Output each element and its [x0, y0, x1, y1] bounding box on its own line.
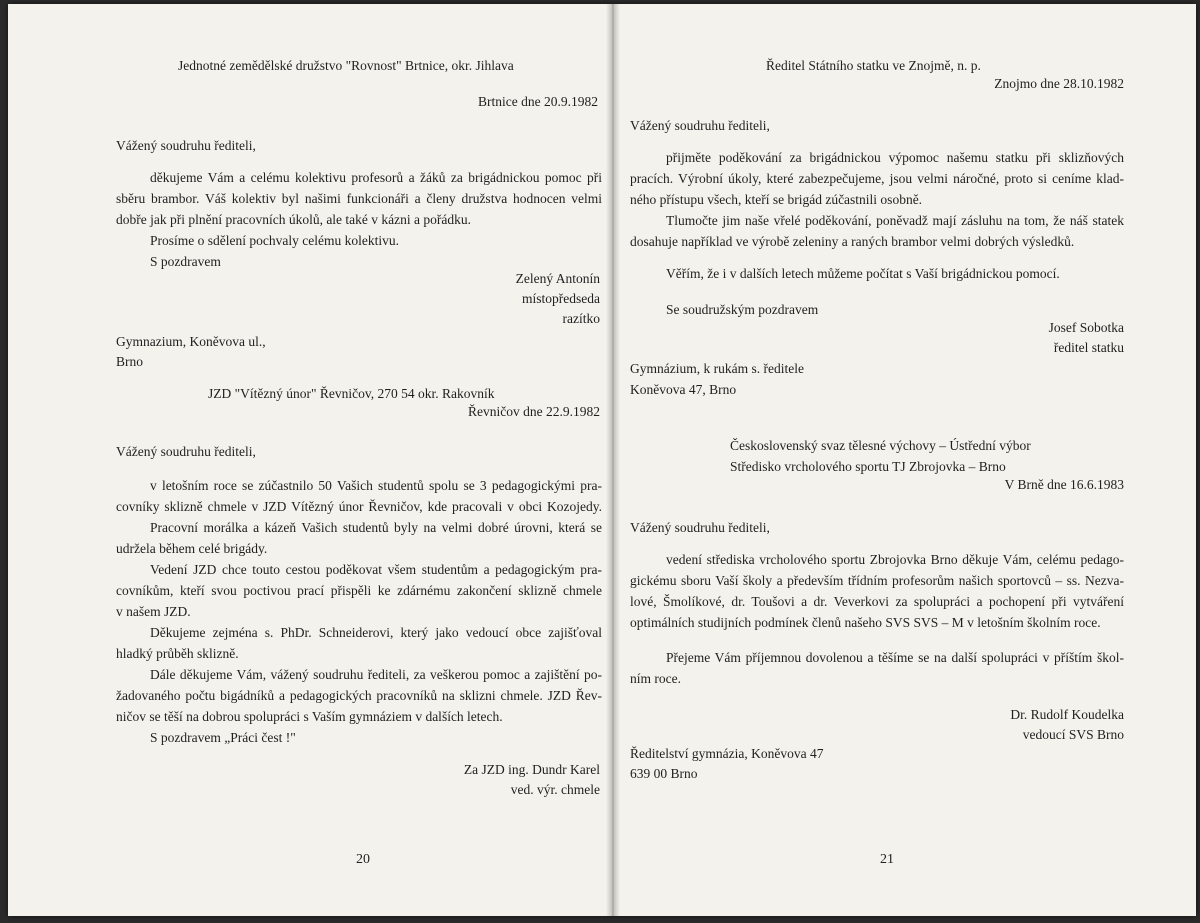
- letter2-line-11: žadovaného počtu bigádníků a pedagogických pracovníků na sklizni chmele. JZD Řev-: [116, 688, 602, 703]
- letter4-line-3: lové, Šmolíkové, dr. Toušovi a dr. Veverkovi za spolupráci a pochopení při vytváření: [630, 594, 1124, 609]
- letter1-header: Jednotné zemědělské družstvo "Rovnost" Brtnice, okr. Jihlava: [178, 58, 514, 73]
- letter3-signature-name: Josef Sobotka: [1048, 320, 1124, 335]
- page-number-right: 21: [880, 852, 894, 867]
- letter2-line-9: hladký průběh sklizně.: [116, 646, 239, 661]
- letter2-line-1: v letošním roce se zúčastnilo 50 Vašich studentů spolu se 3 pedagogickými pra-: [150, 478, 602, 493]
- letter3-line-4: Tlumočte jim naše vřelé poděkování, poněvadž mají zásluhu na tom, že náš statek: [666, 213, 1124, 228]
- letter1-signature-name: Zelený Antonín: [515, 271, 600, 286]
- letter4-line-2: gickému sboru Vaší školy a především třídním profesorům našich sportovců – ss. Nezva-: [630, 573, 1124, 588]
- letter1-addressee-1: Gymnazium, Koněvova ul.,: [116, 334, 266, 349]
- letter1-addressee-2: Brno: [116, 354, 143, 369]
- letter3-line-6: Věřím, že i v dalších letech můžeme počítat s Vaší brigádnickou pomocí.: [666, 266, 1060, 281]
- letter2-line-13: S pozdravem „Práci čest !": [150, 730, 296, 745]
- letter1-salutation: Vážený soudruhu řediteli,: [116, 138, 256, 153]
- letter3-addressee-1: Gymnázium, k rukám s. ředitele: [630, 361, 804, 376]
- letter4-line-4: optimálních studijních podmínek členů našeho SVS SVS – M v letošním školním roce.: [630, 615, 1101, 630]
- letter3-signature-role: ředitel statku: [1053, 340, 1124, 355]
- letter4-signature-role: vedoucí SVS Brno: [1022, 727, 1124, 742]
- letter3-header: Ředitel Státního statku ve Znojmě, n. p.: [766, 58, 981, 73]
- letter2-header: JZD "Vítězný únor" Řevničov, 270 54 okr. Rakovník: [208, 386, 495, 401]
- letter1-line-1: děkujeme Vám a celému kolektivu profesorů a žáků za brigádnickou pomoc při: [150, 170, 602, 185]
- letter1-signature-stamp: razítko: [562, 311, 600, 326]
- left-page: [8, 4, 608, 916]
- letter4-addressee-2: 639 00 Brno: [630, 766, 698, 781]
- letter2-line-4: udržela během celé brigády.: [116, 541, 268, 556]
- letter3-line-1: přijměte poděkování za brigádnickou výpomoc našemu statku při sklizňových: [666, 150, 1124, 165]
- letter1-line-5: S pozdravem: [150, 254, 221, 269]
- letter4-salutation: Vážený soudruhu řediteli,: [630, 520, 770, 535]
- letter1-line-4: Prosíme o sdělení pochvaly celému kolektivu.: [150, 233, 399, 248]
- letter2-line-3: Pracovní morálka a kázeň Vašich studentů byly na velmi dobré úrovni, která se: [150, 520, 602, 535]
- letter3-date: Znojmo dne 28.10.1982: [994, 76, 1124, 91]
- letter2-line-7: v našem JZD.: [116, 604, 191, 619]
- letter4-signature-name: Dr. Rudolf Koudelka: [1010, 707, 1124, 722]
- letter2-line-12: ničov se těší na dobrou spolupráci s Vaším gymnáziem v dalších letech.: [116, 709, 503, 724]
- letter2-date: Řevničov dne 22.9.1982: [468, 404, 600, 419]
- right-page: [612, 4, 1196, 916]
- letter1-line-3: dobře jak při plnění pracovních úkolů, ale také v kázni a pořádku.: [116, 212, 472, 227]
- letter3-line-5: dosahuje například ve výrobě zeleniny a raných brambor velmi dobrých výsledků.: [630, 234, 1075, 249]
- book-spread: [8, 4, 1196, 916]
- letter2-line-8: Děkujeme zejména s. PhDr. Schneiderovi, který jako vedoucí obce zajišťoval: [150, 625, 602, 640]
- letter2-signature-role: ved. výr. chmele: [510, 782, 600, 797]
- letter4-header-1: Československý svaz tělesné výchovy – Ústřední výbor: [730, 438, 1031, 453]
- letter2-signature-name: Za JZD ing. Dundr Karel: [463, 762, 600, 777]
- letter3-line-2: pracích. Výrobní úkoly, které zabezpečujeme, jsou velmi náročné, proto si ceníme klad-: [630, 171, 1124, 186]
- letter1-line-2: sběru brambor. Váš kolektiv byl našimi funkcionáři a členy družstva hodnocen velmi: [116, 191, 602, 206]
- letter3-salutation: Vážený soudruhu řediteli,: [630, 118, 770, 133]
- letter3-addressee-2: Koněvova 47, Brno: [630, 382, 737, 397]
- letter2-line-5: Vedení JZD chce touto cestou poděkovat všem studentům a pedagogickým pra-: [150, 562, 602, 577]
- letter2-line-6: covníkům, kteří svou poctivou prací přispěli ke zdárnému zakončení sklizně chmele: [116, 583, 602, 598]
- letter4-line-5: Přejeme Vám příjemnou dovolenou a těšíme se na další spolupráci v příštím škol-: [666, 650, 1124, 665]
- letter4-addressee-1: Ředitelství gymnázia, Koněvova 47: [630, 746, 824, 761]
- page-number-left: 20: [356, 852, 370, 867]
- letter4-header-2: Středisko vrcholového sportu TJ Zbrojovka – Brno: [730, 459, 1006, 474]
- letter4-line-1: vedení střediska vrcholového sportu Zbrojovka Brno děkuje Vám, celému pedago-: [666, 552, 1124, 567]
- letter2-salutation: Vážený soudruhu řediteli,: [116, 444, 256, 459]
- letter2-line-10: Dále děkujeme Vám, vážený soudruhu řediteli, za veškerou pomoc a zajištění po-: [150, 667, 602, 682]
- letter1-date: Brtnice dne 20.9.1982: [478, 94, 598, 109]
- letter3-line-7: Se soudružským pozdravem: [666, 302, 819, 317]
- letter3-line-3: ného přístupu všech, kteří se brigád zúčastnili osobně.: [630, 192, 923, 207]
- letter1-signature-role: místopředseda: [522, 291, 600, 306]
- letter4-line-6: ním roce.: [630, 671, 681, 686]
- letter2-line-2: covníky sklizně chmele v JZD Vítězný únor Řevničov, kde pracovali v obci Kozojedy.: [116, 499, 602, 514]
- letter4-date: V Brně dne 16.6.1983: [1004, 477, 1124, 492]
